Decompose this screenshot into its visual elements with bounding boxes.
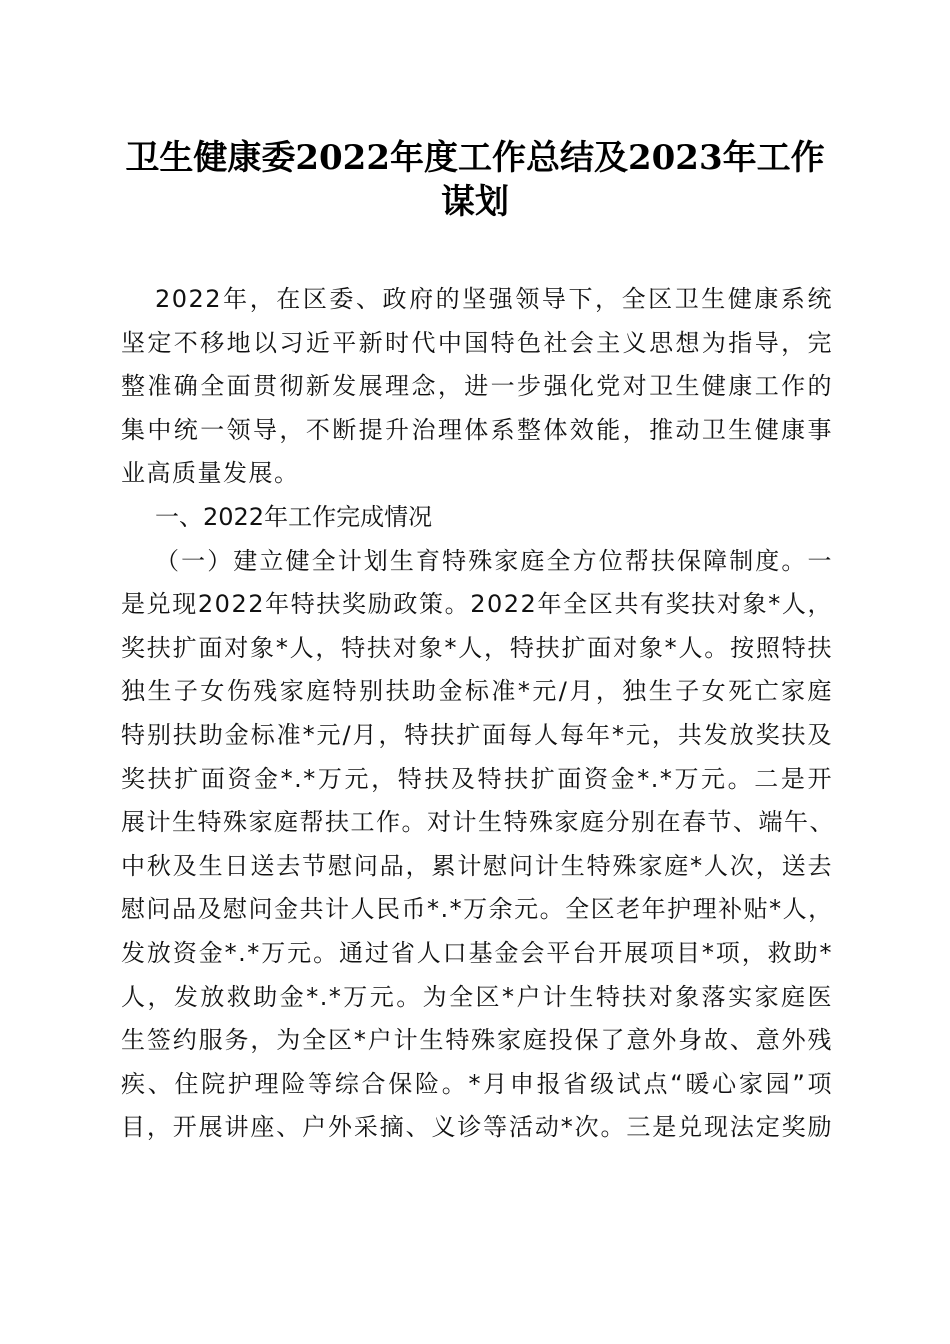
text-line: 慰问品及慰问金共计人民币*.*万余元。全区老年护理补贴*人， [121, 895, 834, 924]
title-line-2: 谋划 [441, 182, 509, 222]
text-line: 是兑现2022年特扶奖励政策。2022年全区共有奖扶对象*人， [121, 590, 833, 619]
text-line: 奖扶扩面资金*.*万元，特扶及特扶扩面资金*.*万元。二是开 [121, 764, 833, 793]
text-line: 集中统一领导，不断提升治理体系整体效能，推动卫生健康事 [121, 415, 833, 444]
title-line-1: 卫生健康委2022年度工作总结及2023年工作 [125, 138, 825, 178]
text-line: 目，开展讲座、户外采摘、义诊等活动*次。三是兑现法定奖励 [121, 1113, 833, 1142]
subsection-paragraph [121, 540, 833, 1150]
text-line: 中秋及生日送去节慰问品，累计慰问计生特殊家庭*人次，送去 [121, 851, 833, 880]
text-line: 整准确全面贯彻新发展理念，进一步强化党对卫生健康工作的 [121, 372, 833, 401]
text-line: 疾、住院护理险等综合保险。*月申报省级试点“暖心家园”项 [121, 1069, 833, 1098]
text-line: 发放资金*.*万元。通过省人口基金会平台开展项目*项，救助* [121, 938, 833, 967]
document-body [121, 278, 833, 1150]
document-title [0, 136, 950, 224]
text-line: 特别扶助金标准*元/月，特扶扩面每人每年*元，共发放奖扶及 [121, 720, 833, 749]
text-line: 展计生特殊家庭帮扶工作。对计生特殊家庭分别在春节、端午、 [121, 808, 835, 837]
text-line: （一）建立健全计划生育特殊家庭全方位帮扶保障制度。一 [155, 546, 833, 575]
text-line: 人，发放救助金*.*万元。为全区*户计生特扶对象落实家庭医 [121, 982, 833, 1011]
text-line: 坚定不移地以习近平新时代中国特色社会主义思想为指导，完 [121, 328, 833, 357]
intro-paragraph [121, 278, 833, 496]
text-line: 独生子女伤残家庭特别扶助金标准*元/月，独生子女死亡家庭 [121, 677, 833, 706]
text-line: 2022年，在区委、政府的坚强领导下，全区卫生健康系统 [155, 285, 833, 313]
text-line: 生签约服务，为全区*户计生特殊家庭投保了意外身故、意外残 [121, 1026, 833, 1055]
text-line: 奖扶扩面对象*人，特扶对象*人，特扶扩面对象*人。按照特扶 [121, 633, 833, 662]
text-line: 业高质量发展。 [121, 459, 300, 488]
section-heading: 一、2022年工作完成情况 [155, 502, 433, 531]
